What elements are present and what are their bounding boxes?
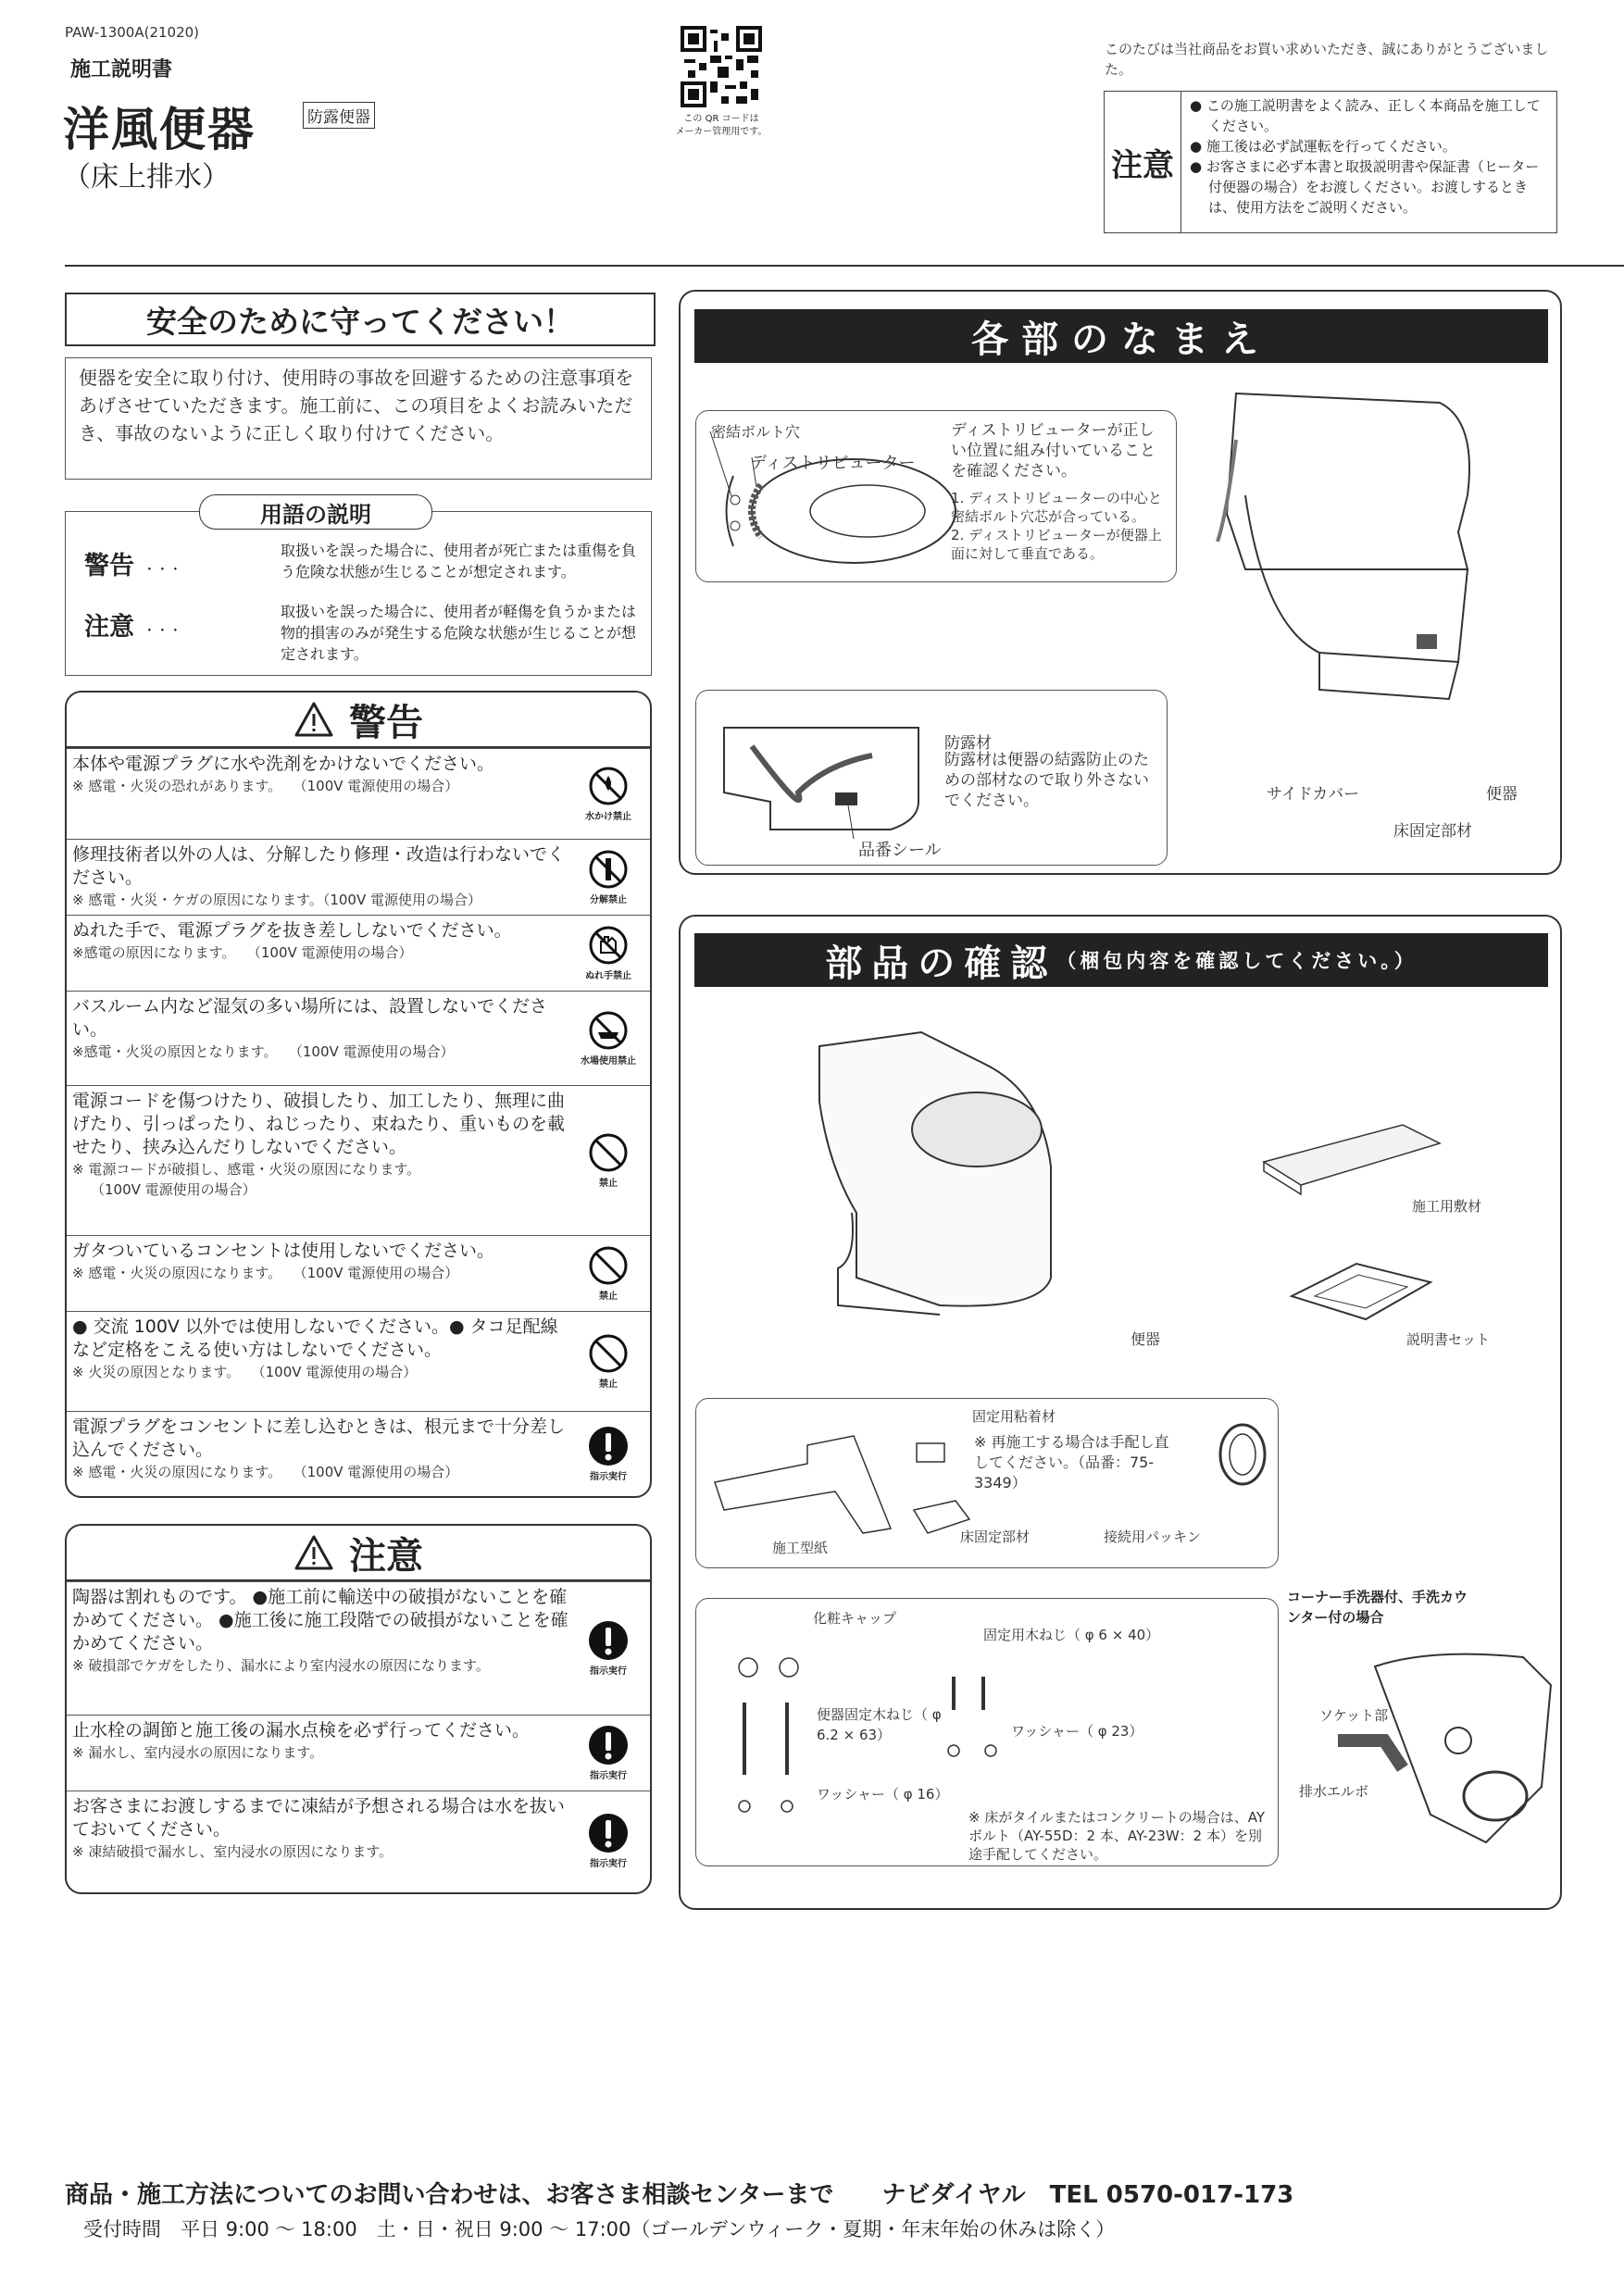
notice-label: 注意 [1105, 92, 1181, 232]
document-type: 施工説明書 [70, 58, 173, 81]
term-desc: 取扱いを誤った場合に、使用者が死亡または重傷を負う危険な状態が生じることが想定されます。 [281, 542, 637, 580]
page-subtitle: （床上排水） [63, 161, 230, 193]
caution-triangle-icon [294, 1534, 334, 1571]
caution-note: ※ 凍結破損で漏水し、室内浸水の原因になります。 [72, 1843, 394, 1860]
warning-condition: （100V 電源使用の場合） [254, 944, 413, 961]
warning-row [67, 839, 650, 915]
toilet-side-view-illustration [1208, 384, 1486, 773]
warning-note: ※ 電源コードが破損し、感電・火災の原因になります。（100V 電源使用の場合） [72, 1161, 421, 1198]
corner-drain-illustration [1319, 1648, 1560, 1861]
warning-header [67, 693, 650, 748]
distributor-diagram [695, 410, 1177, 582]
warning-condition: （100V 電源使用の場合） [300, 778, 459, 794]
warning-section [65, 691, 652, 1498]
template-label: 施工型紙 [772, 1540, 829, 1556]
warning-icon-label: 水かけ禁止 [585, 812, 631, 822]
caution-note: ※ 漏水し、室内浸水の原因になります。 [72, 1744, 324, 1761]
parts-check-section [679, 915, 1562, 1910]
caution-text: 止水栓の調節と施工後の漏水点検を必ず行ってください。 [72, 1720, 531, 1741]
manual-set-illustration [1282, 1254, 1440, 1329]
safety-title: 安全のために守ってください！ [65, 293, 656, 346]
parts-floor-fixture-label: 床固定部材 [960, 1529, 1031, 1545]
part-names-section [679, 290, 1562, 875]
caution-title: 注意 [349, 1534, 423, 1578]
caution-row [67, 1791, 650, 1890]
safety-intro: 便器を安全に取り付け、使用時の事故を回避するための注意事項をあげさせていただきます。施工前に、この項目をよくお読みいただき、事故のないように正しく取り付けてください。 [65, 357, 652, 480]
term-key: 注意 [84, 613, 134, 642]
notice-item: ● この施工説明書をよく読み、正しく本商品を施工してください。 [1190, 97, 1541, 134]
parts-title: 部品の確認 [825, 942, 1057, 985]
product-tag: 防露便器 [303, 102, 375, 129]
parts-bowl-label: 便器 [1131, 1330, 1161, 1348]
mandatory-icon [576, 1620, 641, 1677]
document-id: PAW-1300A(21020) [65, 24, 200, 41]
terms-box [65, 511, 652, 676]
prohibited-icon [576, 1132, 641, 1189]
screw-bowl-label: 便器固定木ねじ（ φ 6.2 × 63） [817, 1706, 942, 1743]
warning-row [67, 991, 650, 1085]
warning-text: 電源コードを傷つけたり、破損したり、加工したり、無理に曲げたり、引っぱったり、ねじったり、束ねたり、重いものを載せたり、挟み込んだりしないでください。 [72, 1091, 566, 1157]
warning-condition: （100V 電源使用の場合） [300, 1464, 459, 1480]
warning-note: ※ 火災の原因となります。 （100V 電源使用の場合） [72, 1364, 418, 1380]
no-disassembly-icon [576, 849, 641, 905]
footer-hours: 受付時間 平日 9:00 〜 18:00 土・日・祝日 9:00 〜 17:00（ゴールデンウィーク・夏期・年末年始の休みは除く） [83, 2218, 1116, 2240]
warning-icon-label: 禁止 [599, 1292, 618, 1302]
caution-row [67, 1581, 650, 1715]
notice-item: ● お客さまに必ず本書と取扱説明書や保証書（ヒーター付便器の場合）をお渡しください。お渡しするときは、使用方法をご説明ください。 [1190, 158, 1540, 216]
qr-note-line1: この QR コードは [683, 114, 759, 124]
no-water-icon [576, 766, 641, 822]
warning-text: 修理技術者以外の人は、分解したり修理・改造は行わないでください。 [72, 844, 566, 888]
caution-icon-label: 指示実行 [590, 1771, 627, 1781]
warning-triangle-icon [294, 701, 334, 738]
term-desc: 取扱いを誤った場合に、使用者が軽傷を負うかまたは物的損害のみが発生する危険な状態が生じることが想定されます。 [281, 603, 637, 663]
warning-row [67, 915, 650, 991]
parts-title-bar [694, 933, 1548, 987]
floor-fixture-label: 床固定部材 [1393, 822, 1472, 841]
screw-small-label: 固定用木ねじ（ φ 6 × 40） [983, 1627, 1160, 1643]
adhesive-note: ※ 再施工する場合は手配し直してください。（品番：75-3349） [974, 1433, 1169, 1491]
cap-label: 化粧キャップ [813, 1610, 897, 1627]
warning-note: ※ 感電・火災の恐れがあります。 （100V 電源使用の場合） [72, 778, 459, 794]
bowl-label: 便器 [1486, 785, 1518, 804]
anti-dew-diagram [695, 690, 1168, 866]
warning-condition: （100V 電源使用の場合） [91, 1181, 256, 1198]
bowl-illustration [801, 1028, 1079, 1352]
footer-contact: 商品・施工方法についてのお問い合わせは、お客さま相談センターまで ナビダイヤル TEL 0570-017-173 [65, 2181, 1294, 2209]
side-cover-label: サイドカバー [1267, 785, 1360, 804]
warning-text: ぬれた手で、電源プラグを抜き差ししないでください。 [72, 920, 512, 941]
warning-icon-label: 禁止 [599, 1179, 618, 1189]
anti-dew-note: 防露材は便器の結露防止のための部材なので取り外さないでください。 [944, 751, 1149, 810]
qr-note [667, 113, 776, 139]
warning-row [67, 1311, 650, 1411]
warning-condition: （100V 電源使用の場合） [258, 1364, 418, 1380]
warning-icon-label: 禁止 [599, 1379, 618, 1390]
floor-mat-label: 施工用敷材 [1412, 1198, 1482, 1215]
warning-note: ※感電の原因になります。 （100V 電源使用の場合） [72, 944, 413, 961]
distributor-note: ディストリビューターが正しい位置に組み付いていることを確認ください。 [951, 421, 1156, 480]
prohibited-icon [576, 1333, 641, 1390]
floor-mat-illustration [1255, 1116, 1449, 1199]
washer16-label: ワッシャー（ φ 16） [817, 1786, 949, 1803]
caution-icon-label: 指示実行 [590, 1666, 627, 1677]
bolt-hole-label: 密結ボルト穴 [711, 423, 801, 441]
distributor-note-1: 1. ディストリビューターの中心と密結ボルト穴芯が合っている。 [951, 490, 1162, 525]
term-dots: ・・・ [143, 624, 182, 639]
parts-group-1 [695, 1398, 1279, 1568]
mandatory-icon [576, 1426, 641, 1482]
distributor-note-2: 2. ディストリビューターが便器上面に対して垂直である。 [951, 527, 1162, 562]
prohibited-icon [576, 1245, 641, 1302]
warning-text: バスルーム内など湿気の多い場所には、設置しないでください。 [72, 996, 548, 1040]
warning-text: ガタついているコンセントは使用しないでください。 [72, 1241, 495, 1261]
notice-box [1104, 91, 1557, 233]
header-divider [65, 265, 1624, 267]
socket-label: ソケット部 [1319, 1707, 1389, 1724]
no-bathroom-icon [576, 1010, 641, 1067]
caution-text: お客さまにお渡しするまでに凍結が予想される場合は水を抜いておいてください。 [72, 1796, 566, 1840]
part-names-title: 各部のなまえ [694, 309, 1548, 363]
warning-text: 本体や電源プラグに水や洗剤をかけないでください。 [72, 754, 495, 774]
term-dots: ・・・ [143, 563, 182, 578]
warning-icon-label: 水場使用禁止 [581, 1056, 636, 1067]
page-title: 洋風便器 [63, 103, 256, 156]
warning-row [67, 748, 650, 839]
warning-condition: （100V 電源使用の場合） [295, 1043, 455, 1060]
qr-note-line2: メーカー管理用です。 [675, 127, 768, 137]
mandatory-icon [576, 1813, 641, 1869]
warning-note: ※ 感電・火災の原因になります。 （100V 電源使用の場合） [72, 1265, 459, 1281]
adhesive-label: 固定用粘着材 [972, 1408, 1056, 1425]
model-seal-label: 品番シール [858, 841, 942, 860]
warning-title: 警告 [349, 701, 423, 744]
warning-note: ※ 感電・火災の原因になります。 （100V 電源使用の場合） [72, 1464, 459, 1480]
warning-text: ● 交流 100V 以外では使用しないでください。● タコ足配線など定格をこえる使い方はしないでください。 [72, 1316, 558, 1360]
warning-condition: （100V 電源使用の場合） [300, 1265, 459, 1281]
warning-icon-label: 分解禁止 [590, 895, 627, 905]
warning-icon-label: 指示実行 [590, 1472, 627, 1482]
warning-note: ※ 感電・火災・ケガの原因になります。（100V 電源使用の場合） [72, 892, 481, 908]
warning-row [67, 1085, 650, 1235]
terms-title: 用語の説明 [199, 494, 432, 530]
packing-label: 接続用パッキン [1104, 1529, 1201, 1545]
elbow-label: 排水エルボ [1299, 1783, 1369, 1800]
thanks-message: このたびは当社商品をお買い求めいただき、誠にありがとうございました。 [1105, 41, 1549, 78]
warning-icon-label: ぬれ手禁止 [585, 971, 631, 981]
caution-header [67, 1526, 650, 1581]
notice-list [1190, 95, 1545, 218]
caution-icon-label: 指示実行 [590, 1859, 627, 1869]
no-wet-hands-icon [576, 925, 641, 981]
parts-title-note: （梱包内容を確認してください。） [1056, 950, 1418, 972]
mandatory-icon [576, 1725, 641, 1781]
caution-section [65, 1524, 652, 1894]
warning-row [67, 1235, 650, 1311]
warning-note: ※感電・火災の原因となります。 （100V 電源使用の場合） [72, 1043, 455, 1060]
caution-row [67, 1715, 650, 1791]
warning-text: 電源プラグをコンセントに差し込むときは、根元まで十分差し込んでください。 [72, 1416, 566, 1460]
caution-text: 陶器は割れものです。 ●施工前に輸送中の破損がないことを確かめてください。 ●施工後に施工段階での破損がないことを確かめてください。 [72, 1587, 568, 1653]
parts-group-2 [695, 1598, 1279, 1866]
notice-item: ● 施工後は必ず試運転を行ってください。 [1190, 138, 1456, 155]
qr-code-icon [681, 26, 762, 107]
term-key: 警告 [84, 552, 134, 580]
manual-set-label: 説明書セット [1406, 1331, 1491, 1348]
caution-note: ※ 破損部でケガをしたり、漏水により室内浸水の原因になります。 [72, 1657, 490, 1674]
warning-row [67, 1411, 650, 1496]
anti-dew-label: 防露材 [944, 734, 992, 753]
distributor-label: ディストリビューター [750, 454, 916, 473]
washer23-label: ワッシャー（ φ 23） [1011, 1723, 1143, 1740]
corner-title: コーナー手洗器付、手洗カウンター付の場合 [1287, 1589, 1468, 1626]
tile-note: ※ 床がタイルまたはコンクリートの場合は、AY ボルト（AY-55D：2 本、AY-23W：2 本）を別途手配してください。 [968, 1809, 1265, 1863]
